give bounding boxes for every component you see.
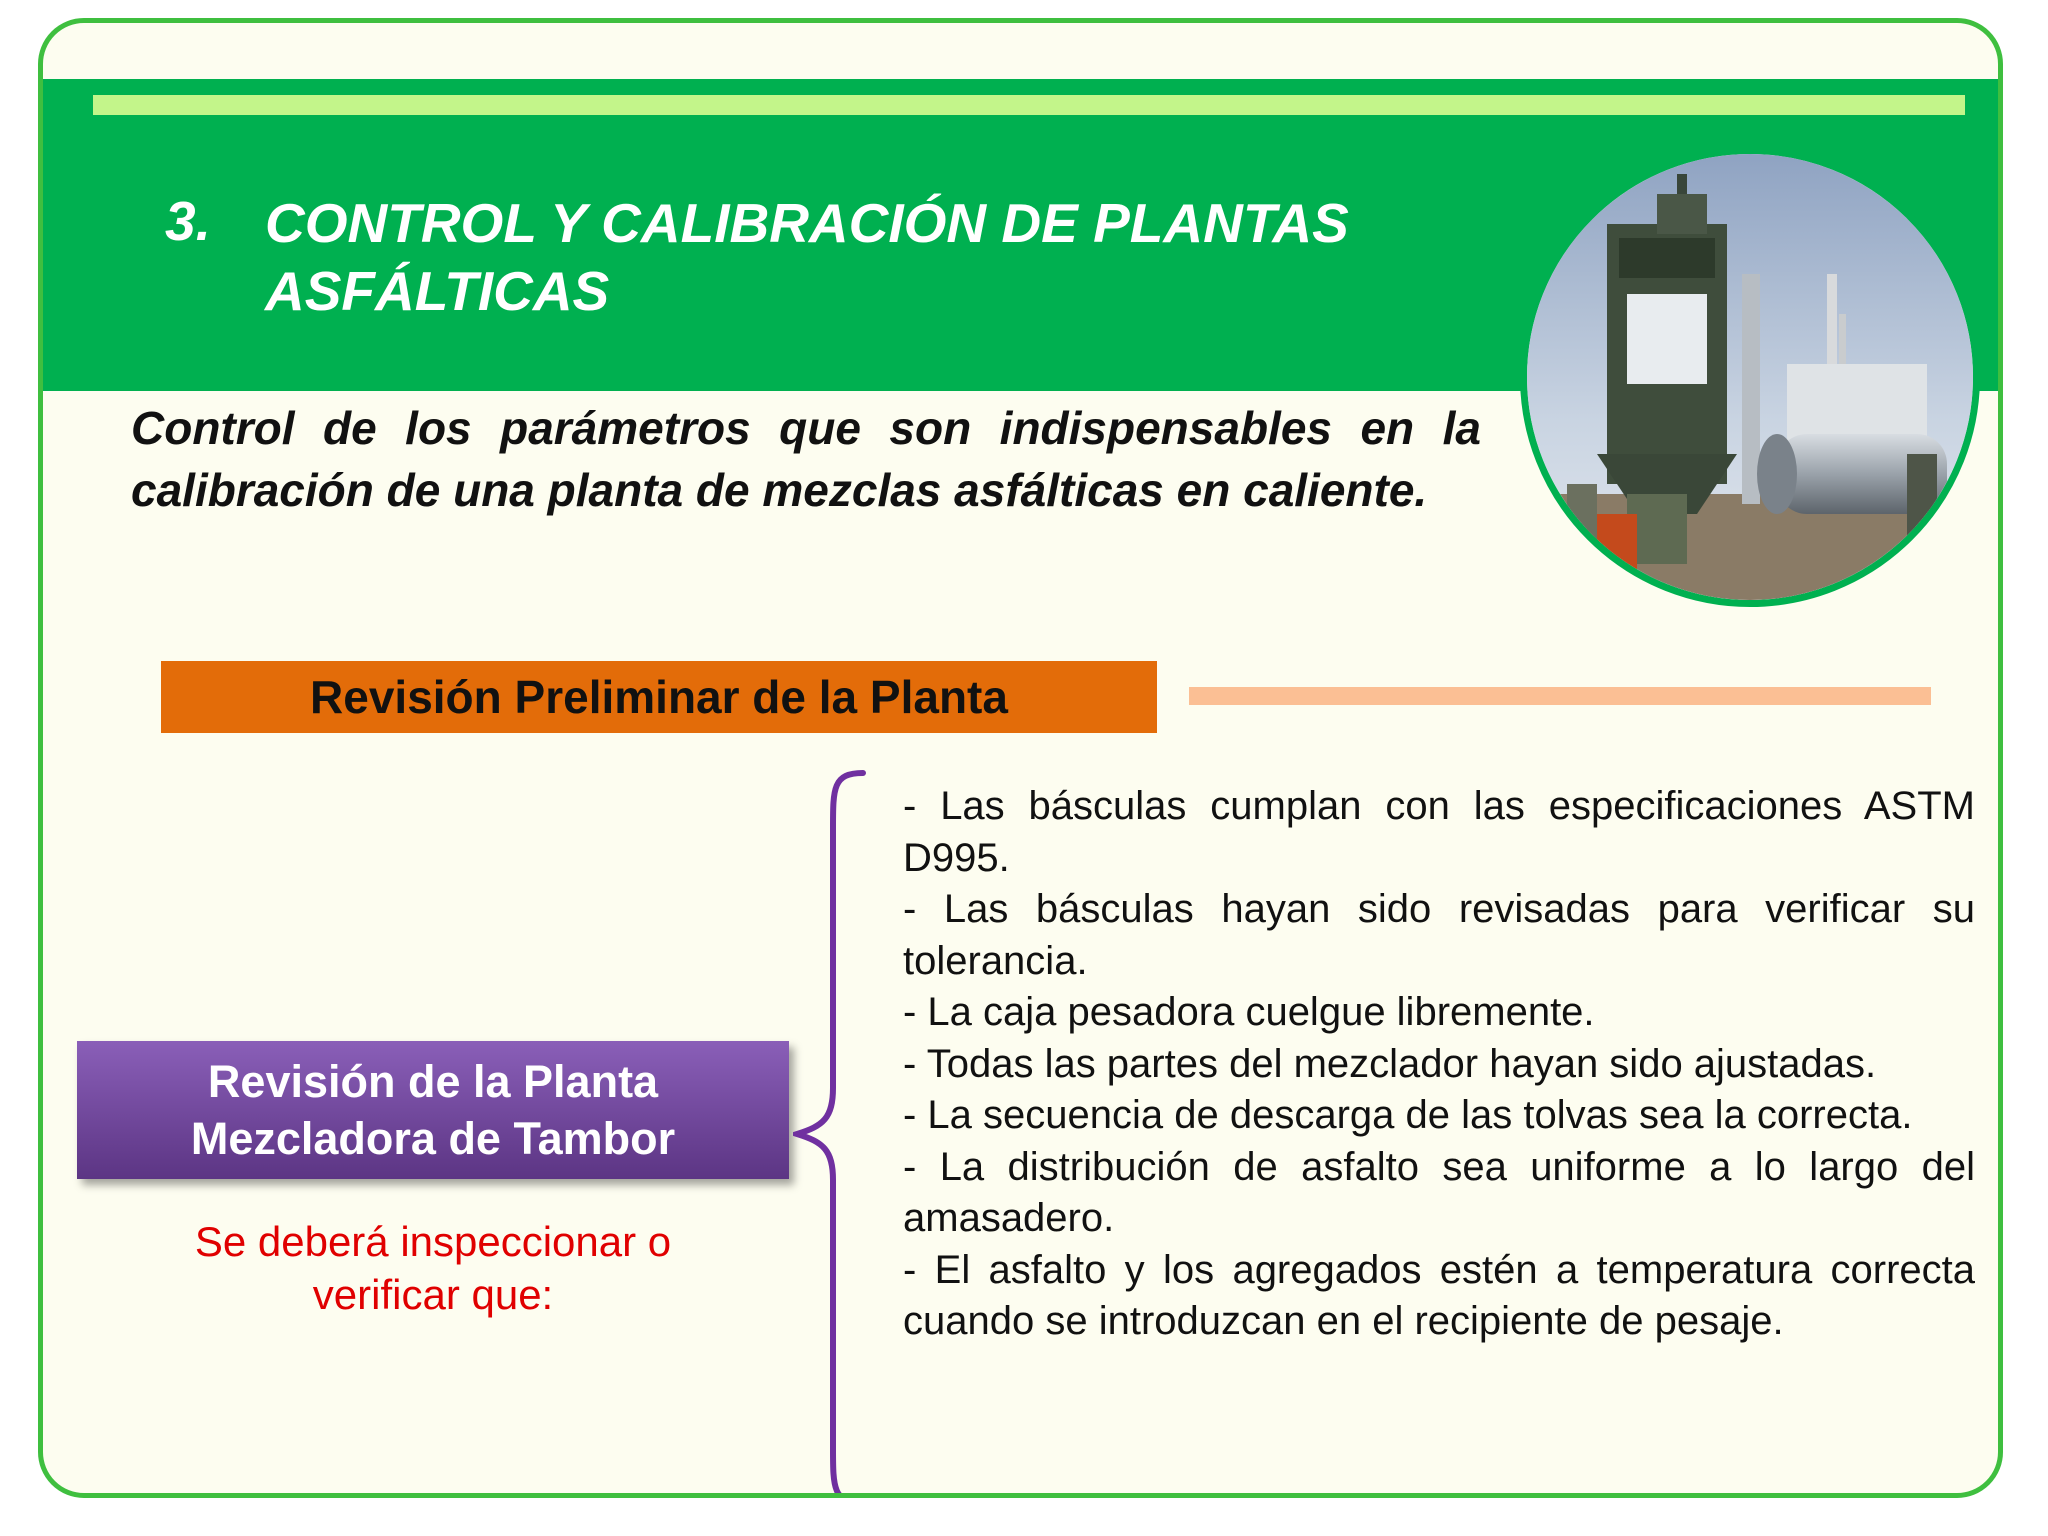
- header-stripe: [93, 95, 1965, 115]
- checklist-item: - La caja pesadora cuelgue libremente.: [903, 990, 1595, 1034]
- inspection-note: [183, 1215, 683, 1321]
- checklist-item: - La secuencia de descarga de las tolvas sea la correcta.: [903, 1093, 1913, 1137]
- checklist-item: - El asfalto y los agregados estén a temperatura correcta cuando se introduzcan en el recipiente de pesaje.: [903, 1247, 1975, 1343]
- curly-brace: [793, 768, 873, 1498]
- checklist-item: - La distribución de asfalto sea uniforme a lo largo del amasadero.: [903, 1144, 1975, 1240]
- asphalt-plant-illustration: [1527, 154, 1973, 600]
- title-number: 3.: [165, 190, 211, 252]
- section-label: Revisión Preliminar de la Planta: [310, 671, 1008, 723]
- checklist-item: - Las básculas cumplan con las especificaciones ASTM D995.: [903, 784, 1975, 880]
- note-line-2: verificar que:: [312, 1271, 554, 1318]
- title-line-2: ASFÁLTICAS: [265, 260, 610, 322]
- section-divider: [1189, 687, 1931, 705]
- note-line-1: Se deberá inspeccionar o: [194, 1218, 672, 1265]
- checklist-item: - Todas las partes del mezclador hayan sido ajustadas.: [903, 1041, 1877, 1086]
- checklist: [903, 781, 1975, 1348]
- plant-box-line-2: Mezcladora de Tambor: [190, 1113, 676, 1164]
- slide-frame: [38, 18, 2003, 1498]
- plant-review-box: [77, 1041, 789, 1179]
- page-title: [265, 189, 1465, 325]
- subtitle: Control de los parámetros que son indispensables en la calibración de una planta de mezclas asfálticas en caliente.: [131, 402, 1481, 516]
- checklist-item: - Las básculas hayan sido revisadas para verificar su tolerancia.: [903, 887, 1975, 983]
- plant-box-line-1: Revisión de la Planta: [207, 1056, 659, 1107]
- section-banner: [161, 661, 1157, 733]
- title-line-1: CONTROL Y CALIBRACIÓN DE PLANTAS: [265, 192, 1349, 254]
- asphalt-plant-photo: [1520, 147, 1980, 607]
